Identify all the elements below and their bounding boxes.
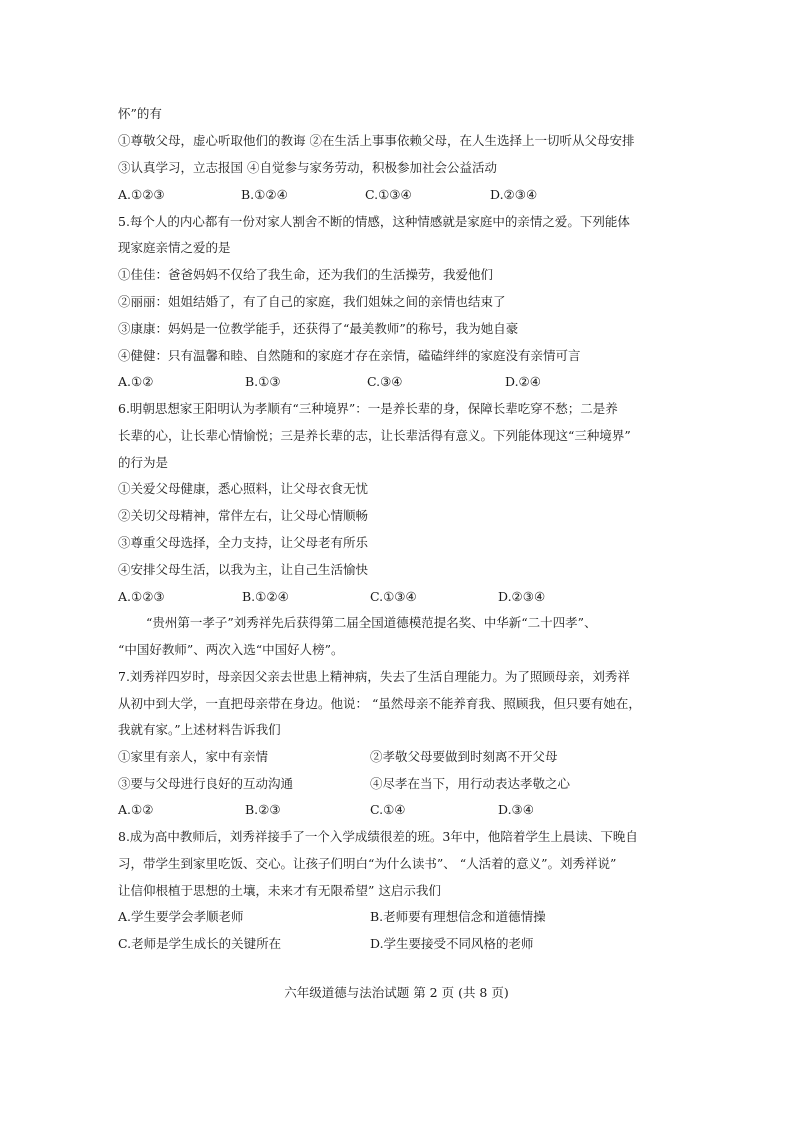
q4-option-a: A.①②③ — [118, 187, 165, 202]
q5-stem-line-2: 现家庭亲情之爱的是 — [118, 240, 231, 255]
q4-option-b: B.①②④ — [241, 187, 288, 202]
q7-statement-4: ④尽孝在当下，用行动表达孝敬之心 — [370, 776, 571, 791]
q4-stem-end: 怀”的有 — [118, 106, 162, 121]
q8-stem-line-3: 让信仰根植于思想的土壤，未来才有无限希望” 这启示我们 — [118, 883, 441, 898]
q8-option-d: D.学生要接受不同风格的老师 — [370, 936, 534, 951]
q7-option-a: A.①② — [118, 802, 154, 817]
q6-option-a: A.①②③ — [118, 589, 165, 604]
q8-option-c: C.老师是学生成长的关键所在 — [118, 936, 282, 951]
q5-statement-4: ④健健：只有温馨和睦、自然随和的家庭才存在亲情，磕磕绊绊的家庭没有亲情可言 — [118, 348, 581, 363]
q6-option-b: B.①②④ — [242, 589, 289, 604]
q5-stem-line-1: 5.每个人的内心都有一份对家人割舍不断的情感，这种情感就是家庭中的亲情之爱。下列能体 — [118, 214, 630, 229]
q6-stem-line-1: 6.明朝思想家王阳明认为孝顺有“三种境界”：一是养长辈的身，保障长辈吃穿不愁；二是养 — [118, 401, 618, 416]
q7-stem-line-2: 从初中到大学，一直把母亲带在身边。他说： “虽然母亲不能养育我、照顾我，但只要有她在， — [118, 696, 641, 711]
q8-option-a: A.学生要学会孝顺老师 — [118, 909, 244, 924]
q7-statement-1: ①家里有亲人，家中有亲情 — [118, 749, 269, 764]
material-line-1: “贵州第一孝子”刘秀祥先后获得第二届全国道德模范提名奖、中华新“二十四孝”、 — [146, 615, 597, 630]
q7-option-c: C.①④ — [370, 802, 406, 817]
q6-statement-2: ②关切父母精神，常伴左右，让父母心情顺畅 — [118, 508, 369, 523]
q8-option-b: B.老师要有理想信念和道德情操 — [370, 909, 546, 924]
q5-statement-2: ②丽丽：姐姐结婚了，有了自己的家庭，我们姐妹之间的亲情也结束了 — [118, 294, 506, 309]
q7-stem-line-1: 7.刘秀祥四岁时，母亲因父亲去世患上精神病，失去了生活自理能力。为了照顾母亲，刘秀祥 — [118, 669, 630, 684]
q8-stem-line-1: 8.成为高中教师后，刘秀祥接手了一个入学成绩很差的班。3年中，他陪着学生上晨读、下晚自 — [118, 829, 638, 844]
q6-statement-3: ③尊重父母选择，全力支持，让父母老有所乐 — [118, 535, 369, 550]
q7-statement-2: ②孝敬父母要做到时刻离不开父母 — [370, 749, 558, 764]
q6-statement-4: ④安排父母生活，以我为主，让自己生活愉快 — [118, 562, 369, 577]
q6-option-d: D.②③④ — [498, 589, 546, 604]
q6-statement-1: ①关爱父母健康，悉心照料，让父母衣食无忧 — [118, 481, 369, 496]
q7-statement-3: ③要与父母进行良好的互动沟通 — [118, 776, 294, 791]
q8-stem-line-2: 习，带学生到家里吃饭、交心。让孩子们明白“为什么读书”、 “人活着的意义”。刘秀祥说” — [118, 856, 617, 871]
q5-option-a: A.①② — [118, 374, 154, 389]
page-footer: 六年级道德与法治试题 第 2 页 (共 8 页) — [284, 985, 509, 1000]
material-line-2: “中国好教师”、两次入选“中国好人榜”。 — [118, 642, 344, 657]
q6-stem-line-3: 的行为是 — [118, 455, 169, 470]
q5-option-b: B.①③ — [245, 374, 281, 389]
q6-stem-line-2: 长辈的心，让长辈心情愉悦；三是养长辈的志，让长辈活得有意义。下列能体现这“三种境界” — [118, 428, 631, 443]
q5-statement-1: ①佳佳：爸爸妈妈不仅给了我生命，还为我们的生活操劳，我爱他们 — [118, 267, 494, 282]
q4-statements-3-4: ③认真学习，立志报国 ④自觉参与家务劳动，积极参加社会公益活动 — [118, 160, 497, 175]
q5-option-d: D.②④ — [505, 374, 541, 389]
q4-statements-1-2: ①尊敬父母，虚心听取他们的教诲 ②在生活上事事依赖父母，在人生选择上一切听从父母安排 — [118, 133, 635, 148]
q7-option-d: D.③④ — [498, 802, 534, 817]
q7-stem-line-3: 我就有家。”上述材料告诉我们 — [118, 722, 281, 737]
q6-option-c: C.①③④ — [370, 589, 417, 604]
q4-option-d: D.②③④ — [490, 187, 538, 202]
q5-option-c: C.③④ — [367, 374, 403, 389]
q4-option-c: C.①③④ — [365, 187, 412, 202]
q7-option-b: B.②③ — [245, 802, 281, 817]
q5-statement-3: ③康康：妈妈是一位教学能手，还获得了“最美教师”的称号，我为她自豪 — [118, 321, 519, 336]
